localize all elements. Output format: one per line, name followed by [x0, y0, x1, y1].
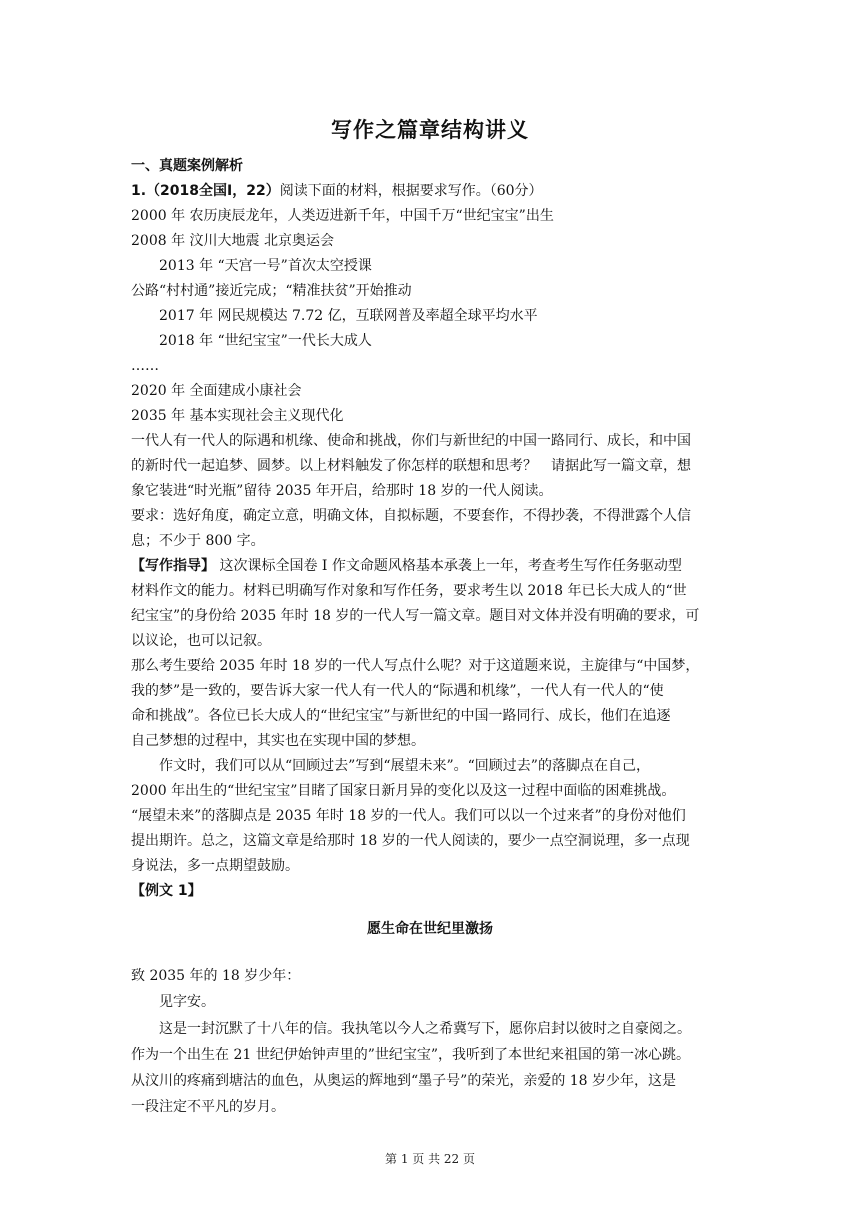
requirement-line: 息；不少于 800 字。 — [131, 533, 265, 549]
guide-line: 纪宝宝”的身份给 2035 年时 18 岁的一代人写一篇文章。题目对文体并没有明确的要求，可 — [131, 608, 700, 624]
timeline-item: 2008 年 汶川大地震 北京奥运会 — [131, 233, 334, 249]
timeline-item: 2035 年 基本实现社会主义现代化 — [131, 408, 344, 424]
paragraph-line: 命和挑战”。各位已长大成人的“世纪宝宝”与新世纪的中国一路同行、成长，他们在追逐 — [131, 708, 671, 724]
timeline-item: 2018 年 “世纪宝宝”一代长大成人 — [159, 333, 372, 349]
letter-line: 作为一个出生在 21 世纪伊始钟声里的”世纪宝宝”，我听到了本世纪来祖国的第一冰心跳。 — [131, 1047, 691, 1063]
letter-line: 见字安。 — [159, 994, 215, 1010]
page-title: 写作之篇章结构讲义 — [331, 118, 529, 142]
guide-line — [131, 554, 731, 578]
timeline-item: 2020 年 全面建成小康社会 — [131, 383, 302, 399]
paragraph-line: 作文时，我们可以从“回顾过去”写到“展望未来”。“回顾过去”的落脚点在自己， — [159, 758, 650, 774]
timeline-item: 2017 年 网民规模达 7.72 亿，互联网普及率超全球平均水平 — [159, 308, 538, 324]
prompt-line: 的新时代一起追梦、圆梦。以上材料触发了你怎样的联想和思考？ 请据此写一篇文章，想 — [131, 458, 691, 474]
prompt-line: 一代人有一代人的际遇和机缘、使命和挑战，你们与新世纪的中国一路同行、成长，和中国 — [131, 433, 691, 449]
paragraph-line: 自己梦想的过程中，其实也在实现中国的梦想。 — [131, 733, 425, 749]
timeline-item: 公路“村村通”接近完成；“精准扶贫”开始推动 — [131, 283, 412, 299]
paragraph-line: 提出期许。总之，这篇文章是给那时 18 岁的一代人阅读的，要少一点空洞说理，多一点现 — [131, 833, 690, 849]
question-instruction: 阅读下面的材料，根据要求写作。（60分） — [279, 183, 543, 199]
guide-label: 【写作指导】 — [131, 558, 215, 574]
guide-line: 材料作文的能力。材料已明确写作对象和写作任务，要求考生以 2018 年已长大成人的“世 — [131, 583, 687, 599]
guide-text: 这次课标全国卷 I 作文命题风格基本承袭上一年，考查考生写作任务驱动型 — [215, 558, 682, 574]
paragraph-line: “展望未来”的落脚点是 2035 年时 18 岁的一代人。我们可以以一个过来者”的身份对他们 — [131, 808, 686, 824]
question-source: 1.（2018全国Ⅰ，22） — [131, 183, 280, 199]
prompt-line: 象它装进“时光瓶”留待 2035 年开启，给那时 18 岁的一代人阅读。 — [131, 483, 553, 499]
page-number: 第 1 页 共 22 页 — [385, 1152, 475, 1166]
letter-line: 从汶川的疼痛到塘沽的血色，从奥运的辉地到“墨子号”的荣光，亲爱的 18 岁少年，这是 — [131, 1073, 677, 1089]
paragraph-line: 身说法，多一点期望鼓励。 — [131, 858, 299, 874]
paragraph-line: 那么考生要给 2035 年时 18 岁的一代人写点什么呢？对于这道题来说，主旋律与“中国梦， — [131, 658, 700, 674]
essay-title: 愿生命在世纪里激扬 — [367, 921, 493, 937]
letter-line: 一段注定不平凡的岁月。 — [131, 1099, 285, 1115]
paragraph-line: 我的梦”是一致的，要告诉大家一代人有一代人的“际遇和机缘”，一代人有一代人的“使 — [131, 683, 664, 699]
example-label: 【例文 1】 — [131, 883, 202, 899]
paragraph-line: 2000 年出生的“世纪宝宝”目睹了国家日新月异的变化以及这一过程中面临的困难挑战。 — [131, 783, 676, 799]
section-heading: 一、真题案例解析 — [131, 158, 243, 174]
timeline-item: 2013 年 “天宫一号”首次太空授课 — [159, 258, 372, 274]
timeline-ellipsis: …… — [131, 358, 159, 374]
letter-line: 这是一封沉默了十八年的信。我执笔以今人之希冀写下，愿你启封以彼时之自豪阅之。 — [159, 1021, 691, 1037]
requirement-line: 要求：选好角度，确定立意，明确文体，自拟标题，不要套作，不得抄袭，不得泄露个人信 — [131, 508, 691, 524]
timeline-item: 2000 年 农历庚辰龙年，人类迈进新千年，中国千万“世纪宝宝”出生 — [131, 208, 554, 224]
question-heading — [131, 179, 731, 203]
letter-line: 致 2035 年的 18 岁少年： — [131, 968, 301, 984]
guide-line: 以议论，也可以记叙。 — [131, 633, 271, 649]
